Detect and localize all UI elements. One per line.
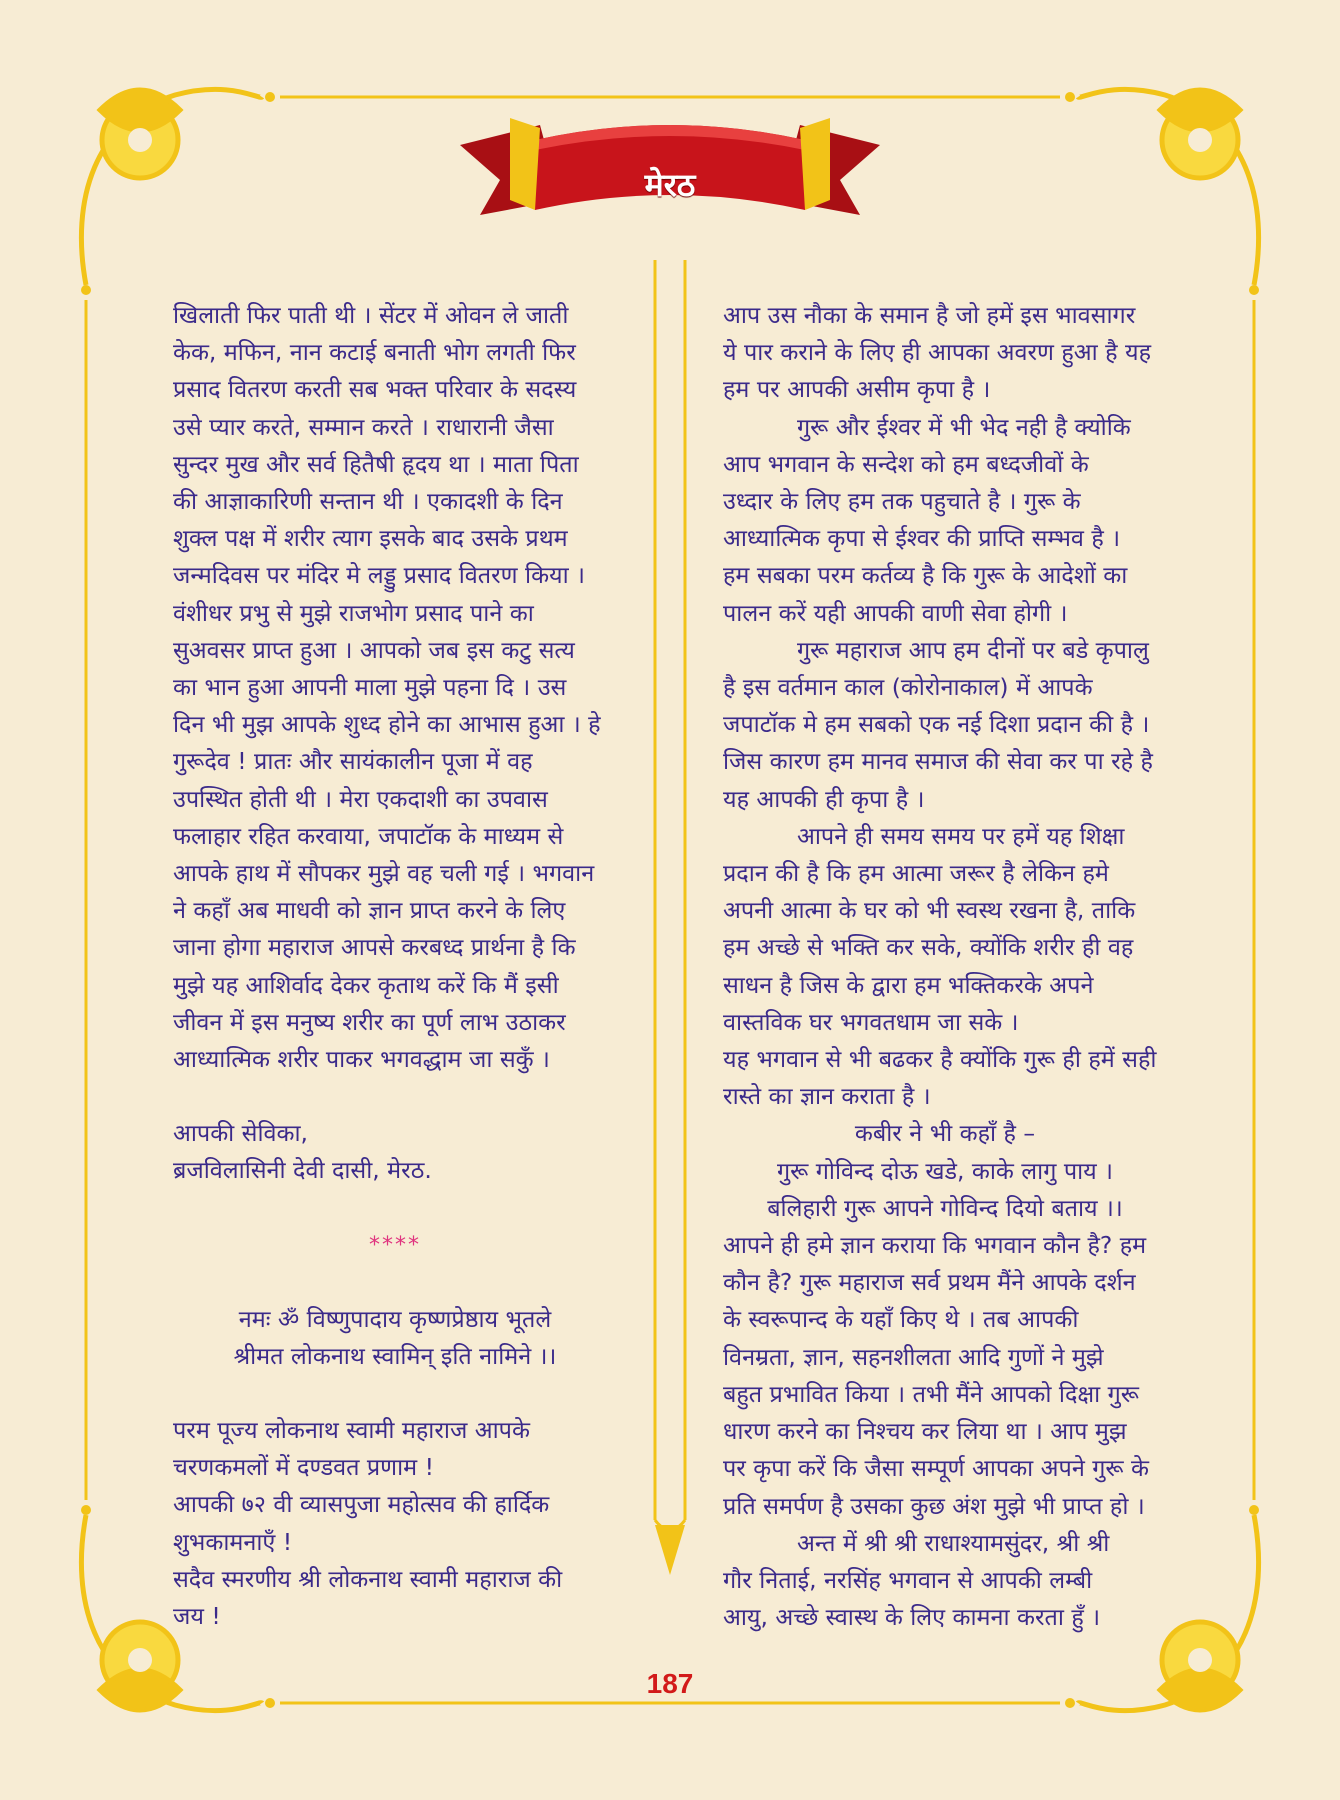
text-line: धारण करने का निश्चय कर लिया था । आप मुझ <box>723 1417 1127 1446</box>
text-line: सदैव स्मरणीय श्री लोकनाथ स्वामी महाराज की <box>173 1564 563 1593</box>
text-line: हम पर आपकी असीम कृपा है । <box>723 375 991 404</box>
text-line: अपनी आत्मा के घर को भी स्वस्थ रखना है, ताकि <box>723 896 1136 925</box>
text-line: विनम्रता, ज्ञान, सहनशीलता आदि गुणों ने मुझे <box>723 1342 1104 1371</box>
text-line: दिन भी मुझ आपके शुध्द होने का आभास हुआ । हे <box>173 710 601 739</box>
text-line: शुभकामनाएँ ! <box>173 1527 293 1556</box>
text-line: उध्दार के लिए हम तक पहुचाते है । गुरू के <box>723 487 1081 516</box>
text-line: फलाहार रहित करवाया, जपाटॉक के माध्यम से <box>173 821 564 850</box>
prayer-line: श्रीमत लोकनाथ स्वामिन् इति नामिने ।। <box>233 1341 557 1370</box>
text-line: वास्तविक घर भगवतधाम जा सके । <box>723 1007 1019 1036</box>
text-line: कौन है? गुरू महाराज सर्व प्रथम मैंने आपके दर्शन <box>723 1268 1136 1297</box>
text-line: उसे प्यार करते, सम्मान करते । राधारानी जैसा <box>173 412 554 441</box>
text-line: आयु, अच्छे स्वास्थ के लिए कामना करता हुँ । <box>723 1603 1101 1632</box>
text-line: आध्यात्मिक शरीर पाकर भगवद्धाम जा सकुँ । <box>173 1045 550 1074</box>
text-line: यह भगवान से भी बढकर है क्योंकि गुरू ही हमें सही <box>723 1045 1157 1074</box>
text-line: अन्त में श्री श्री राधाश्यामसुंदर, श्री श्री <box>797 1528 1110 1557</box>
text-line: ये पार कराने के लिए ही आपका अवरण हुआ है यह <box>723 338 1151 367</box>
text-line: प्रदान की है कि हम आत्मा जरूर है लेकिन हमे <box>723 859 1109 888</box>
text-line: जीवन में इस मनुष्य शरीर का पूर्ण लाभ उठाकर <box>173 1007 566 1036</box>
text-line: बलिहारी गुरू आपने गोविन्द दियो बताय ।। <box>767 1193 1123 1222</box>
text-line: के स्वरूपान्द के यहाँ किए थे । तब आपकी <box>723 1305 1079 1334</box>
signoff-line: ब्रजविलासिनी देवी दासी, मेरठ. <box>173 1156 432 1185</box>
text-line: गुरूदेव ! प्रातः और सायंकालीन पूजा में वह <box>173 747 533 776</box>
text-line: रास्ते का ज्ञान कराता है । <box>723 1082 931 1111</box>
text-line: आपके हाथ में सौपकर मुझे वह चली गई । भगवान <box>173 859 595 888</box>
text-line: प्रति समर्पण है उसका कुछ अंश मुझे भी प्राप्त हो । <box>723 1491 1145 1520</box>
corner-ornament-top-right-icon <box>1078 89 1259 285</box>
text-line: कबीर ने भी कहाँ है – <box>854 1119 1036 1148</box>
text-line: गुरू महाराज आप हम दीनों पर बडे कृपालु <box>797 635 1149 664</box>
text-line: की आज्ञाकारिणी सन्तान थी । एकादशी के दिन <box>173 487 563 516</box>
left-column <box>173 297 617 1635</box>
text-line: आध्यात्मिक कृपा से ईश्वर की प्राप्ति सम्भव है । <box>723 524 1121 553</box>
page-number: 187 <box>646 1668 694 1699</box>
text-line: केक, मफिन, नान कटाई बनाती भोग लगती फिर <box>173 338 576 367</box>
text-line: जय ! <box>173 1602 221 1631</box>
prayer-line: नमः ॐ विष्णुपादाय कृष्णप्रेष्ठाय भूतले <box>238 1304 552 1333</box>
text-line: प्रसाद वितरण करती सब भक्त परिवार के सदस्य <box>173 375 577 404</box>
text-line: खिलाती फिर पाती थी । सेंटर में ओवन ले जाती <box>173 301 569 329</box>
letter-text <box>173 297 617 1078</box>
text-line: वंशीधर प्रभु से मुझे राजभोग प्रसाद पाने का <box>173 598 534 627</box>
right-column <box>723 297 1167 1636</box>
text-line: सुन्दर मुख और सर्व हितैषी हृदय था । माता पिता <box>173 449 579 478</box>
text-line: ने कहाँ अब माधवी को ज्ञान प्राप्त करने के लिए <box>173 896 566 925</box>
signoff-line: आपकी सेविका, <box>173 1119 308 1148</box>
text-line: आपने ही समय समय पर हमें यह शिक्षा <box>797 821 1125 850</box>
text-line: का भान हुआ आपनी माला मुझे पहना दि । उस <box>173 673 567 702</box>
text-line: पालन करें यही आपकी वाणी सेवा होगी । <box>723 598 1068 627</box>
text-line: जाना होगा महाराज आपसे करबध्द प्रार्थना है कि <box>173 933 576 962</box>
text-line: हम अच्छे से भक्ति कर सके, क्योंकि शरीर ही वह <box>723 933 1134 962</box>
text-line: जिस कारण हम मानव समाज की सेवा कर पा रहे है <box>723 747 1153 776</box>
text-line: जपाटॉक मे हम सबको एक नई दिशा प्रदान की है । <box>723 710 1150 739</box>
text-line: उपस्थित होती थी । मेरा एकदाशी का उपवास <box>173 784 548 813</box>
text-line: चरणकमलों में दण्डवत प्रणाम ! <box>173 1453 434 1482</box>
text-line: आप भगवान के सन्देश को हम बध्दजीवों के <box>723 449 1089 478</box>
text-line: साधन है जिस के द्वारा हम भक्तिकरके अपने <box>723 970 1094 999</box>
text-line: आपने ही हमे ज्ञान कराया कि भगवान कौन है? हम <box>723 1231 1147 1260</box>
text-line: गुरू गोविन्द दोऊ खडे, काके लागु पाय । <box>776 1156 1114 1185</box>
text-line: मुझे यह आशिर्वाद देकर कृताथ करें कि मैं इसी <box>173 970 559 999</box>
column-divider <box>655 260 685 1530</box>
text-line: गुरू और ईश्वर में भी भेद नही है क्योकि <box>797 412 1131 441</box>
text-line: आप उस नौका के समान है जो हमें इस भावसागर <box>723 301 1136 329</box>
stars-separator: **** <box>369 1232 421 1258</box>
text-line: शुक्ल पक्ष में शरीर त्याग इसके बाद उसके प्रथम <box>173 524 568 553</box>
text-line: सुअवसर प्राप्त हुआ । आपको जब इस कटु सत्य <box>173 635 575 664</box>
text-line: है इस वर्तमान काल (कोरोनाकाल) में आपके <box>723 673 1093 702</box>
text-line: जन्मदिवस पर मंदिर मे लड्डु प्रसाद वितरण किया । <box>173 561 585 590</box>
text-line: गौर निताई, नरसिंह भगवान से आपकी लम्बी <box>723 1565 1093 1594</box>
page-title: मेरठ <box>644 166 696 204</box>
text-line: हम सबका परम कर्तव्य है कि गुरू के आदेशों का <box>723 561 1128 590</box>
text-line: आपकी ७२ वी व्यासपुजा महोत्सव की हार्दिक <box>173 1490 550 1519</box>
text-line: पर कृपा करें कि जैसा सम्पूर्ण आपका अपने गुरू के <box>723 1454 1149 1483</box>
greeting-text <box>173 1412 617 1635</box>
text-line: परम पूज्य लोकनाथ स्वामी महाराज आपके <box>173 1416 530 1445</box>
corner-ornament-top-left-icon <box>81 89 262 285</box>
text-line: बहुत प्रभावित किया । तभी मैंने आपको दिक्षा गुरू <box>723 1379 1139 1408</box>
text-line: यह आपकी ही कृपा है । <box>723 784 925 813</box>
divider-drop-icon <box>655 1525 685 1575</box>
